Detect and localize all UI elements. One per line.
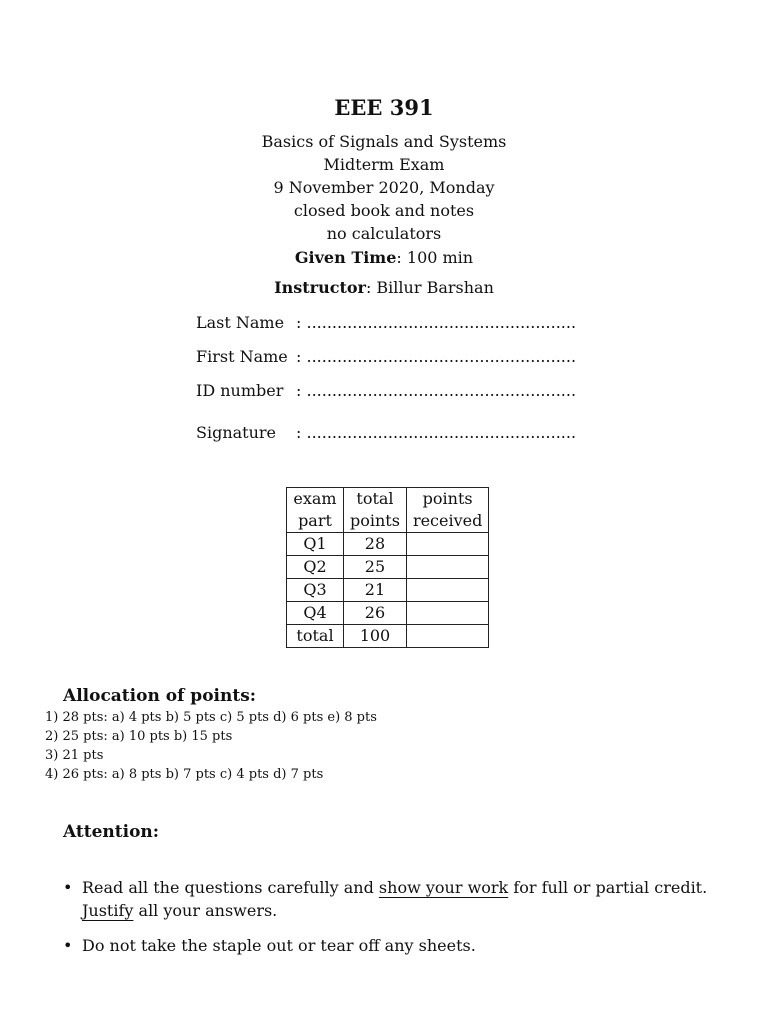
attention-underlined: Justify (82, 901, 134, 920)
row-received[interactable] (406, 533, 488, 556)
course-name: Basics of Signals and Systems (261, 132, 507, 151)
header-total: total (344, 488, 407, 511)
signature-label: Signature (196, 423, 277, 442)
exam-type: Midterm Exam (323, 155, 445, 174)
allocation-line: 2) 25 pts: a) 10 pts b) 15 pts (45, 729, 233, 744)
row-received[interactable] (406, 579, 488, 602)
last-name-label: Last Name (196, 313, 285, 332)
table-row (287, 556, 489, 579)
allocation-list (45, 708, 377, 784)
allocation-line: 4) 26 pts: a) 8 pts b) 7 pts c) 4 pts d) 7 pts (45, 767, 324, 782)
attention-text: Read all the questions carefully and (82, 878, 379, 897)
last-name-blank[interactable]: : ..................................................... (296, 313, 577, 332)
instructor (0, 276, 768, 299)
header-part: part (287, 510, 344, 533)
allocation-line: 1) 28 pts: a) 4 pts b) 5 pts c) 5 pts d) 6 pts e) 8 pts (45, 710, 377, 725)
given-time-value: : 100 min (396, 248, 474, 267)
row-part: total (287, 625, 344, 648)
header-received: received (406, 510, 488, 533)
table-row-total (287, 625, 489, 648)
attention-item (63, 934, 707, 957)
bullet-icon: • (63, 878, 73, 897)
instructor-value: : Billur Barshan (365, 278, 494, 297)
score-table (286, 487, 489, 648)
instructor-label: Instructor (274, 278, 366, 297)
attention-text: for full or partial credit. (508, 878, 708, 897)
attention-item (63, 876, 707, 922)
table-row (287, 602, 489, 625)
allocation-title: Allocation of points: (63, 686, 257, 706)
attention-text: Do not take the staple out or tear off any sheets. (82, 936, 476, 955)
header-exam: exam (287, 488, 344, 511)
header-points: points (406, 488, 488, 511)
attention-list (63, 876, 707, 957)
given-time (0, 246, 768, 269)
attention-text: all your answers. (133, 901, 278, 920)
rule-closed-book: closed book and notes (293, 201, 475, 220)
rule-no-calculators: no calculators (326, 224, 442, 243)
first-name-label: First Name (196, 347, 288, 366)
row-points: 100 (344, 625, 407, 648)
row-part: Q4 (287, 602, 344, 625)
attention-underlined: show your work (378, 878, 509, 897)
row-points: 21 (344, 579, 407, 602)
given-time-label: Given Time (294, 248, 397, 267)
row-points: 25 (344, 556, 407, 579)
row-points: 26 (344, 602, 407, 625)
course-code: EEE 391 (334, 95, 434, 120)
table-row (287, 533, 489, 556)
first-name-blank[interactable]: : ..................................................... (296, 347, 577, 366)
id-number-label: ID number (196, 381, 284, 400)
bullet-icon: • (63, 936, 73, 955)
last-name-field[interactable] (196, 313, 576, 332)
row-received[interactable] (406, 602, 488, 625)
id-number-field[interactable] (196, 381, 576, 400)
id-number-blank[interactable]: : ..................................................... (296, 381, 577, 400)
row-part: Q3 (287, 579, 344, 602)
row-received[interactable] (406, 556, 488, 579)
row-received[interactable] (406, 625, 488, 648)
score-table-header-row (287, 488, 489, 511)
allocation-line: 3) 21 pts (45, 748, 104, 763)
score-table-header-row-2 (287, 510, 489, 533)
table-row (287, 579, 489, 602)
row-part: Q1 (287, 533, 344, 556)
header-points-2: points (344, 510, 407, 533)
row-points: 28 (344, 533, 407, 556)
first-name-field[interactable] (196, 347, 576, 366)
attention-title: Attention: (63, 822, 160, 842)
signature-blank[interactable]: : ..................................................... (296, 423, 577, 442)
exam-date: 9 November 2020, Monday (273, 178, 495, 197)
row-part: Q2 (287, 556, 344, 579)
signature-field[interactable] (196, 423, 576, 442)
